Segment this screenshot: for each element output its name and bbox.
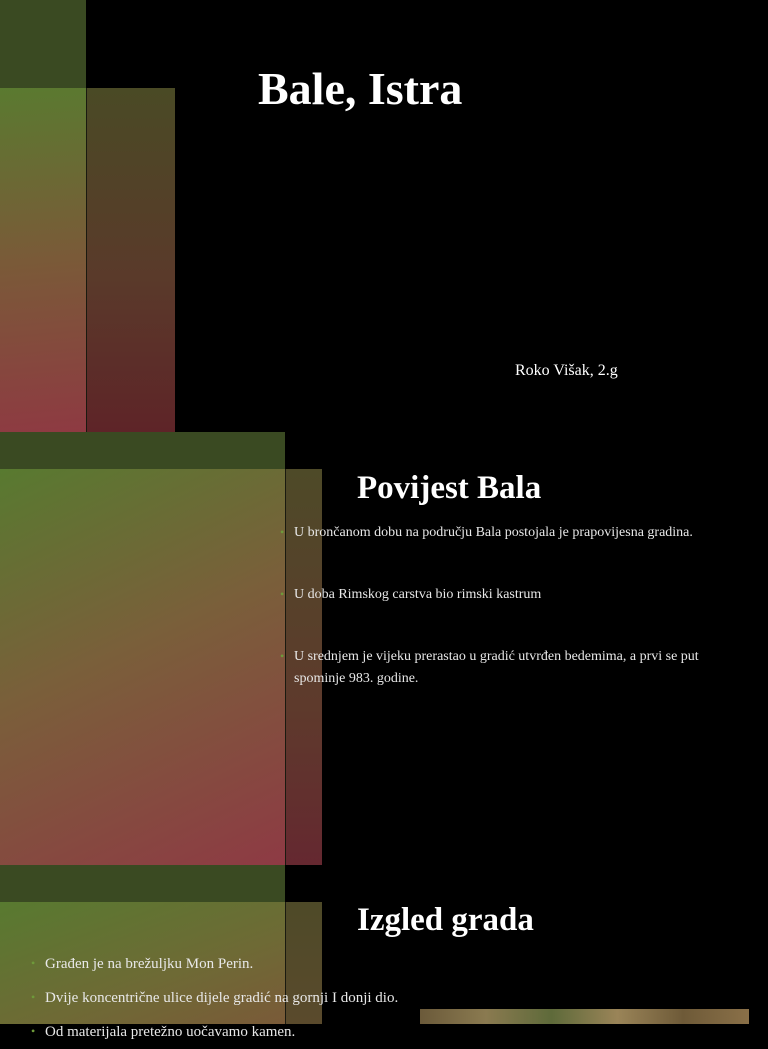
bullet-item: • U brončanom dobu na području Bala postojala je prapovijesna gradina.: [280, 522, 700, 544]
slide-town-layout: [0, 865, 768, 1040]
slide-heading: Izgled grada: [357, 902, 534, 938]
bullet-item: • Građen je na brežuljku Mon Perin.: [31, 947, 491, 981]
slide-heading: Povijest Bala: [357, 470, 542, 506]
slide-history: [0, 432, 768, 865]
decorative-bar: [0, 865, 285, 902]
town-photo: [420, 1009, 749, 1024]
bullet-item: • U srednjem je vijeku prerastao u gradić utvrđen bedemima, a prvi se put spominje 983. godine.: [280, 646, 700, 690]
decorative-bar: [0, 432, 285, 469]
decorative-gradient-block: [0, 469, 285, 865]
decorative-gradient-block: [0, 88, 86, 432]
bullet-item: • Od materijala pretežno uočavamo kamen.: [31, 1015, 491, 1049]
bullet-item: • Dvije koncentrične ulice dijele gradić na gornji I donji dio.: [31, 981, 491, 1015]
decorative-side-block: [86, 88, 175, 432]
slide-title-heading: Bale, Istra: [258, 63, 463, 114]
bullet-item: • U doba Rimskog carstva bio rimski kastrum: [280, 584, 700, 606]
slide-author: Roko Višak, 2.g: [515, 362, 618, 379]
bullet-list: [280, 522, 700, 730]
bullet-list: [31, 947, 491, 1049]
slide-title: [0, 0, 768, 432]
decorative-bar: [0, 0, 86, 88]
